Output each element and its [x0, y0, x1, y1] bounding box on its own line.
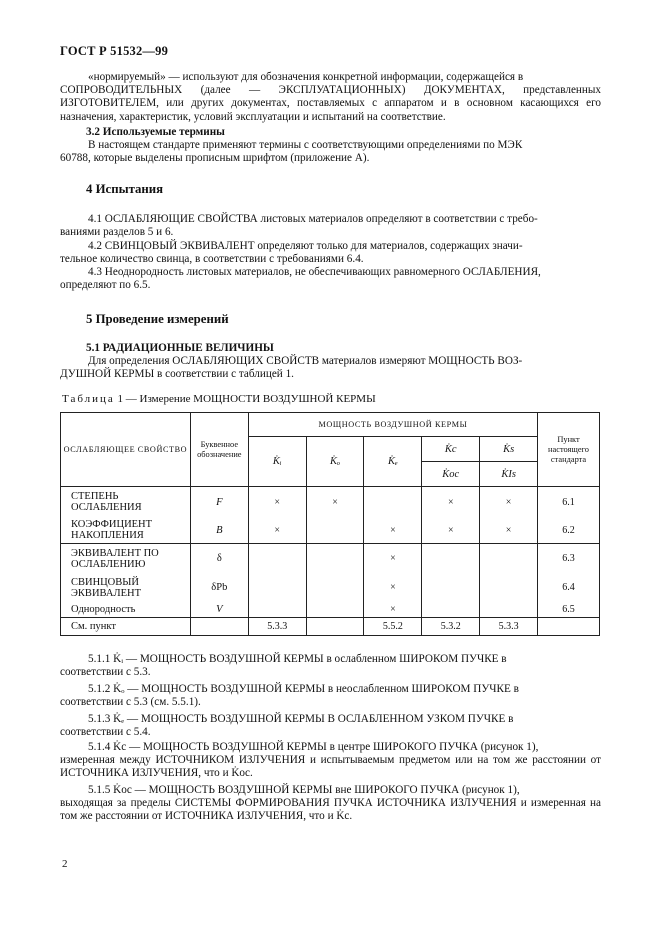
row-mark — [480, 574, 538, 602]
paragraph-4-2: 4.2 СВИНЦОВЫЙ ЭКВИВАЛЕНТ определяют только для материалов, содержащих значи- тельное количество свинца, в соответствии с требованиями 6.4. — [60, 240, 523, 266]
row-mark — [306, 602, 364, 618]
row-symbol: V — [190, 602, 248, 618]
table-row — [61, 618, 600, 636]
table-caption-text: 1 — Измерение МОЩНОСТИ ВОЗДУШНОЙ КЕРМЫ — [117, 393, 376, 405]
table-caption-word: Таблица — [62, 393, 115, 405]
row-mark — [422, 602, 480, 618]
page-header: ГОСТ Р 51532—99 — [60, 44, 169, 58]
row-mark: × — [364, 574, 422, 602]
see-clause-empty — [538, 618, 600, 636]
row-symbol: F — [190, 487, 248, 518]
see-clause-value: 5.3.2 — [422, 618, 480, 636]
row-property: КОЭФФИЦИЕНТ НАКОПЛЕНИЯ — [61, 518, 191, 544]
row-mark: × — [480, 518, 538, 544]
table-row — [61, 518, 600, 544]
row-mark: × — [306, 487, 364, 518]
row-property: ЭКВИВАЛЕНТ ПО ОСЛАБЛЕНИЮ — [61, 544, 191, 574]
table-row — [61, 487, 600, 518]
row-clause: 6.4 — [538, 574, 600, 602]
see-clause-empty — [190, 618, 248, 636]
row-mark — [480, 544, 538, 574]
row-property: СТЕПЕНЬ ОСЛАБЛЕНИЯ — [61, 487, 191, 518]
page-number: 2 — [62, 858, 68, 870]
table-row — [61, 544, 600, 574]
table-caption — [62, 393, 376, 405]
measurement-table — [60, 412, 600, 636]
row-mark — [480, 602, 538, 618]
table-header-property: ОСЛАБЛЯЮЩЕЕ СВОЙСТВО — [61, 413, 191, 487]
row-mark — [422, 544, 480, 574]
definition-5-1-3: 5.1.3 K̇ₑ — МОЩНОСТЬ ВОЗДУШНОЙ КЕРМЫ В ОСЛАБЛЕННОМ УЗКОМ ПУЧКЕ в соответствии с 5.4. — [60, 713, 514, 739]
table-header-kerma-group: МОЩНОСТЬ ВОЗДУШНОЙ КЕРМЫ — [248, 413, 537, 437]
row-clause: 6.3 — [538, 544, 600, 574]
paragraph-5-1: Для определения ОСЛАБЛЯЮЩИХ СВОЙСТВ материалов измеряют МОЩНОСТЬ ВОЗ- ДУШНОЙ КЕРМЫ в соответствии с таблицей 1. — [60, 355, 523, 381]
table-row — [61, 602, 600, 618]
intro-paragraph: «нормируемый» — используют для обозначения конкретной информации, содержащейся в СОПРОВОДИТЕЛЬНЫХ (далее — ЭКСПЛУАТАЦИОННЫХ) ДОКУМЕНТАХ, представленных ИЗГОТОВИТЕЛЕМ, или других документах, поставляемых с аппаратом и в основном касающихся его назначения, характеристик, условий эксплуатации и испытаний на соответствие. — [60, 71, 601, 123]
row-mark — [422, 574, 480, 602]
row-mark: × — [248, 518, 306, 544]
col-header-kis: K̇Is — [480, 462, 538, 487]
row-mark — [248, 544, 306, 574]
row-mark — [306, 544, 364, 574]
definition-5-1-5: 5.1.5 K̇oc — МОЩНОСТЬ ВОЗДУШНОЙ КЕРМЫ вне ШИРОКОГО ПУЧКА (рисунок 1), выходящая за пределы СИСТЕМЫ ФОРМИРОВАНИЯ ПУЧКА ИСТОЧНИКА ИЗЛУЧЕНИЯ и измеренная на том же расстоянии от ИСТОЧНИКА ИЗЛУЧЕНИЯ, что и K̇c. — [60, 784, 601, 823]
paragraph-4-3: 4.3 Неоднородность листовых материалов, не обеспечивающих равномерного ОСЛАБЛЕНИЯ, определяют по 6.5. — [60, 266, 541, 292]
paragraph-4-1: 4.1 ОСЛАБЛЯЮЩИЕ СВОЙСТВА листовых материалов определяют в соответствии с требо- ваниями разделов 5 и 6. — [60, 213, 538, 239]
row-symbol: δ — [190, 544, 248, 574]
row-property: СВИНЦОВЫЙ ЭКВИВАЛЕНТ — [61, 574, 191, 602]
col-header-koc: K̇oc — [422, 462, 480, 487]
row-clause: 6.5 — [538, 602, 600, 618]
see-clause-value: 5.3.3 — [248, 618, 306, 636]
row-mark: × — [364, 518, 422, 544]
see-clause-value: 5.3.3 — [480, 618, 538, 636]
row-mark: × — [422, 487, 480, 518]
see-clause-value — [306, 618, 364, 636]
row-mark: × — [364, 544, 422, 574]
subsection-3-2-title: 3.2 Используемые термины — [86, 126, 225, 138]
definition-5-1-4: 5.1.4 K̇c — МОЩНОСТЬ ВОЗДУШНОЙ КЕРМЫ в центре ШИРОКОГО ПУЧКА (рисунок 1), измеренная между ИСТОЧНИКОМ ИЗЛУЧЕНИЯ и испытываемым предметом или на том же расстоянии от ИСТОЧНИКА ИЗЛУЧЕНИЯ, что и K̇oc. — [60, 741, 601, 780]
row-mark — [306, 518, 364, 544]
col-header-ks: K̇s — [480, 437, 538, 462]
section-4-title: 4 Испытания — [86, 182, 164, 196]
subsection-5-1-title: 5.1 РАДИАЦИОННЫЕ ВЕЛИЧИНЫ — [86, 342, 274, 354]
row-mark: × — [480, 487, 538, 518]
row-clause: 6.1 — [538, 487, 600, 518]
row-mark: × — [364, 602, 422, 618]
definition-5-1-1: 5.1.1 K̇ᵢ — МОЩНОСТЬ ВОЗДУШНОЙ КЕРМЫ в ослабленном ШИРОКОМ ПУЧКЕ в соответствии с 5.3. — [60, 653, 507, 679]
col-header-ke: K̇ₑ — [364, 437, 422, 487]
table-row — [61, 574, 600, 602]
definition-5-1-2: 5.1.2 K̇ₒ — МОЩНОСТЬ ВОЗДУШНОЙ КЕРМЫ в неослабленном ШИРОКОМ ПУЧКЕ в соответствии с 5.3 (см. 5.5.1). — [60, 683, 519, 709]
col-header-kc: K̇c — [422, 437, 480, 462]
row-mark — [364, 487, 422, 518]
row-property: Однородность — [61, 602, 191, 618]
table-header-symbol: Буквенное обозначение — [190, 413, 248, 487]
row-symbol: δPb — [190, 574, 248, 602]
col-header-ki: K̇ᵢ — [248, 437, 306, 487]
row-mark — [248, 602, 306, 618]
row-symbol: B — [190, 518, 248, 544]
subsection-3-2-paragraph: В настоящем стандарте применяют термины с соответствующими определениями по МЭК 60788, которые выделены прописным шрифтом (приложение А). — [60, 139, 523, 165]
col-header-ko: K̇ₒ — [306, 437, 364, 487]
table-header-clause: Пункт настоящего стандарта — [538, 413, 600, 487]
section-5-title: 5 Проведение измерений — [86, 312, 229, 326]
row-clause: 6.2 — [538, 518, 600, 544]
row-mark: × — [248, 487, 306, 518]
row-mark: × — [422, 518, 480, 544]
row-mark — [248, 574, 306, 602]
row-mark — [306, 574, 364, 602]
see-clause-value: 5.5.2 — [364, 618, 422, 636]
see-clause-label: См. пункт — [61, 618, 191, 636]
